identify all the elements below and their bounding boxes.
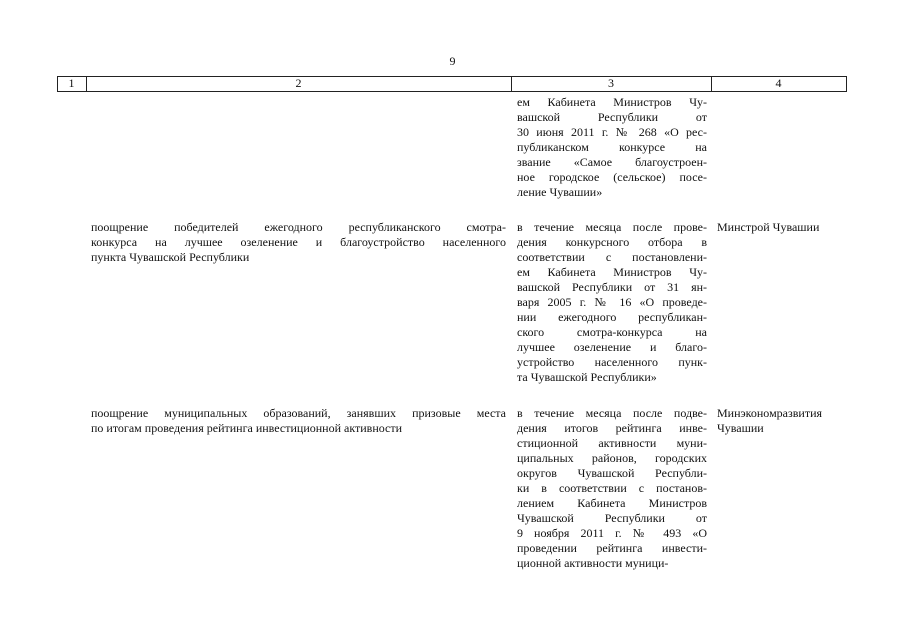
text-line: проведении рейтинга инвести- <box>517 541 707 555</box>
text-line: пункта Чувашской Республики <box>91 250 250 264</box>
text-line: стиционной активности муни- <box>517 436 707 450</box>
text-line: та Чувашской Республики» <box>517 370 657 384</box>
text-line: ционной активности муници- <box>517 556 669 570</box>
page-number: 9 <box>449 54 456 68</box>
text-line: ление Чувашии» <box>517 185 603 199</box>
column-header-2: 2 <box>295 76 302 90</box>
text-line: поощрение победителей ежегодного республиканского смотра- <box>91 220 506 234</box>
text-line: округов Чувашской Республи- <box>517 466 707 480</box>
text-line: звание «Самое благоустроен- <box>517 155 707 169</box>
text-line: дения конкурсного отбора в <box>517 235 707 249</box>
text-line: лучшее озеленение и благо- <box>517 340 707 354</box>
text-line: конкурса на лучшее озеленение и благоустройство населенного <box>91 235 506 249</box>
row2-measure-cell <box>91 220 506 265</box>
text-line: Минстрой Чувашии <box>717 220 820 234</box>
text-line: Чувашской Республики от <box>517 511 707 525</box>
column-header-3: 3 <box>608 76 614 90</box>
text-line: поощрение муниципальных образований, занявших призовые места <box>91 406 506 420</box>
text-line: устройство населенного пунк- <box>517 355 707 369</box>
text-line: вашской Республики от 31 ян- <box>517 280 707 294</box>
text-line: ное городское (сельское) посе- <box>517 170 707 184</box>
row3-deadline-cell <box>517 406 707 571</box>
text-line: нии ежегодного республикан- <box>517 310 707 324</box>
table-header-bottom-border <box>57 91 847 92</box>
text-line: ем Кабинета Министров Чу- <box>517 265 707 279</box>
row3-measure-cell <box>91 406 506 436</box>
text-line: в течение месяца после прове- <box>517 220 707 234</box>
row2-deadline-cell <box>517 220 707 385</box>
text-line: ем Кабинета Министров Чу- <box>517 95 707 109</box>
column-header-4: 4 <box>775 76 782 90</box>
text-line: лением Кабинета Министров <box>517 496 707 510</box>
text-line: Минэкономразвития <box>717 406 823 420</box>
text-line: ского смотра-конкурса на <box>517 325 707 339</box>
text-line: Чувашии <box>717 421 764 435</box>
row2-responsible-cell <box>717 220 845 235</box>
text-line: ципальных районов, городских <box>517 451 707 465</box>
column-header-1: 1 <box>68 76 75 90</box>
text-line: варя 2005 г. № 16 «О проведе- <box>517 295 707 309</box>
text-line: соответствии с постановлени- <box>517 250 707 264</box>
text-line: в течение месяца после подве- <box>517 406 707 420</box>
text-line: 30 июня 2011 г. № 268 «О рес- <box>517 125 707 139</box>
row3-responsible-cell <box>717 406 845 436</box>
text-line: вашской Республики от <box>517 110 707 124</box>
text-line: публиканском конкурсе на <box>517 140 707 154</box>
text-line: ки в соответствии с постанов- <box>517 481 707 495</box>
row1-deadline-cell <box>517 95 707 200</box>
table-header-divider <box>846 76 847 91</box>
text-line: по итогам проведения рейтинга инвестиционной активности <box>91 421 403 435</box>
text-line: 9 ноября 2011 г. № 493 «О <box>517 526 707 540</box>
text-line: дения итогов рейтинга инве- <box>517 421 707 435</box>
